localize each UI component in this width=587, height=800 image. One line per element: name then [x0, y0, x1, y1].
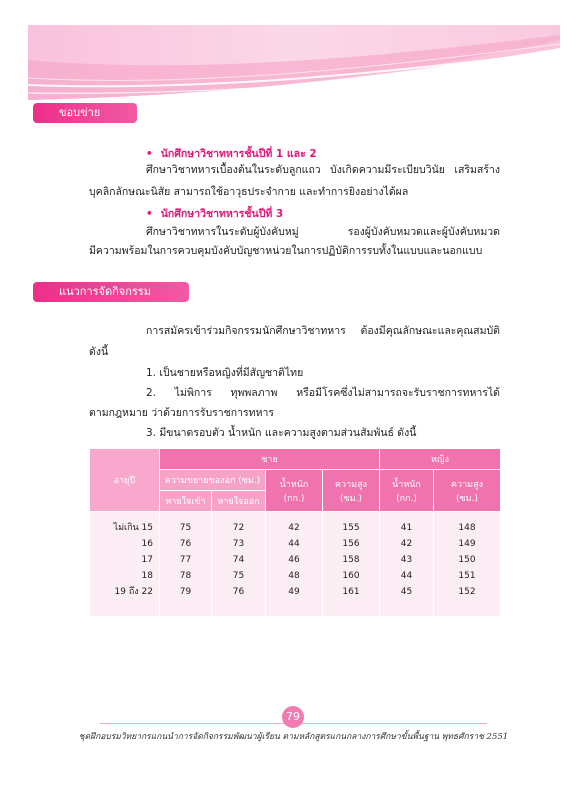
col-male-weight — [266, 512, 323, 617]
footer-caption: ชุดฝึกอบรมวิทยากรแกนนำการจัดกิจกรรมพัฒนาผู้เรียน ตามหลักสูตรแกนกลางการศึกษาขั้นพื้นฐาน พุทธศักราช 2551 — [78, 732, 509, 742]
activities-item-2-line-2: ตามกฎหมาย ว่าด้วยการรับราชการทหาร — [89, 407, 275, 419]
table-cell: 46 — [288, 555, 300, 565]
table-header-age: อายุปี — [90, 449, 160, 512]
col-male-height — [323, 512, 380, 617]
scope-bullet-1-title: นักศึกษาวิชาทหารชั้นปีที่ 1 และ 2 — [160, 148, 317, 160]
table-header-inhale: หายใจเข้า — [160, 491, 212, 512]
table-cell: 49 — [288, 587, 300, 597]
table-cell: ไม่เกิน 15 — [113, 523, 153, 533]
table-header-exhale: หายใจออก — [212, 491, 266, 512]
table-cell: 161 — [342, 587, 360, 597]
table-cell: 44 — [400, 571, 413, 581]
scope-bullet-1-line-2: บุคลิกลักษณะนิสัย สามารถใช้อาวุธประจำกาย และทำการยิงอย่างได้ผล — [89, 186, 409, 198]
activities-intro-line-2: ดังนี้ — [89, 346, 109, 358]
scope-bullet-2-line-1: ศึกษาวิชาทหารในระดับผู้บังคับหมู่ รองผู้บังคับหมวดและผู้บังคับหมวด — [146, 226, 500, 238]
scope-bullet-2-line-2: มีความพร้อมในการควบคุมบังคับบัญชาหน่วยในการปฏิบัติการรบทั้งในแบบและนอกแบบ — [89, 245, 483, 257]
table-cell: 41 — [400, 523, 413, 533]
section-tag-activities-label: แนวการจัดกิจกรรม — [59, 285, 151, 298]
height-label: ความสูง — [335, 479, 367, 490]
table-cell: 156 — [342, 539, 360, 549]
table-cell: 43 — [400, 555, 413, 565]
table-cell: 75 — [179, 523, 192, 533]
table-header-male: ชาย — [160, 449, 380, 470]
table-body-row — [90, 512, 501, 617]
table-cell: 76 — [232, 587, 245, 597]
scope-bullet-1-line-1: ศึกษาวิชาทหารเบื้องต้นในระดับลูกแถว บังเกิดความมีระเบียบวินัย เสริมสร้าง — [146, 164, 500, 176]
bullet-dot-icon: • — [146, 148, 153, 160]
col-female-height — [434, 512, 501, 617]
weight-label: น้ำหนัก — [392, 479, 421, 490]
scope-bullet-2-title: นักศึกษาวิชาทหารชั้นปีที่ 3 — [160, 208, 284, 220]
table-header-female: หญิง — [380, 449, 501, 470]
requirements-table-full — [89, 448, 501, 616]
table-cell: 155 — [342, 523, 360, 533]
section-tag-activities — [33, 282, 189, 302]
table-cell: 79 — [179, 587, 192, 597]
col-male-exhale — [212, 512, 266, 617]
table-cell: 158 — [342, 555, 360, 565]
activities-item-3: 3. มีขนาดรอบตัว น้ำหนัก และความสูงตามส่วนสัมพันธ์ ดังนี้ — [146, 427, 417, 439]
table-cell: 45 — [400, 587, 413, 597]
col-male-inhale — [160, 512, 212, 617]
table-cell: 152 — [458, 587, 476, 597]
table-cell: 19 ถึง 22 — [114, 587, 153, 597]
activities-item-2-line-1: 2. ไม่พิการ ทุพพลภาพ หรือมีโรคซึ่งไม่สามารถจะรับราชการทหารได้ — [146, 387, 500, 399]
weight-unit: (กก.) — [283, 493, 305, 504]
table-cell: 75 — [232, 571, 245, 581]
table-cell: 74 — [232, 555, 245, 565]
col-ages — [90, 512, 160, 617]
table-header-male-height — [323, 470, 380, 512]
table-cell: 48 — [288, 571, 300, 581]
table-cell: 150 — [458, 555, 476, 565]
table-cell: 73 — [232, 539, 245, 549]
col-female-weight — [380, 512, 434, 617]
scope-bullet-2 — [146, 205, 283, 222]
table-cell: 78 — [179, 571, 192, 581]
activities-intro-line-1: การสมัครเข้าร่วมกิจกรรมนักศึกษาวิชาทหาร ต้องมีคุณลักษณะและคุณสมบัติ — [146, 325, 500, 337]
table-cell: 18 — [141, 571, 153, 581]
table-header-male-weight — [266, 470, 323, 512]
table-cell: 42 — [400, 539, 413, 549]
table-cell: 149 — [458, 539, 476, 549]
weight-unit: (กก.) — [396, 493, 417, 504]
table-header-female-height — [434, 470, 501, 512]
section-tag-scope-label: ขอบข่าย — [59, 106, 101, 119]
height-unit: (ซม.) — [456, 493, 478, 504]
bullet-dot-icon: • — [146, 208, 153, 220]
height-unit: (ซม.) — [340, 493, 362, 504]
header-banner — [0, 0, 587, 110]
table-cell: 151 — [458, 571, 476, 581]
table-cell: 76 — [179, 539, 192, 549]
section-tag-scope — [33, 103, 137, 123]
page-number: 79 — [282, 706, 304, 728]
table-cell: 42 — [288, 523, 300, 533]
table-cell: 44 — [288, 539, 300, 549]
activities-item-1: 1. เป็นชายหรือหญิงที่มีสัญชาติไทย — [146, 367, 304, 379]
table-header-female-weight — [380, 470, 434, 512]
table-cell: 148 — [458, 523, 476, 533]
table-cell: 72 — [232, 523, 245, 533]
table-cell: 77 — [179, 555, 192, 565]
table-cell: 16 — [141, 539, 153, 549]
height-label: ความสูง — [451, 479, 483, 490]
table-cell: 17 — [141, 555, 153, 565]
table-cell: 160 — [342, 571, 360, 581]
weight-label: น้ำหนัก — [279, 479, 309, 490]
table-header-chest: ความขยายของอก (ซม.) — [160, 470, 266, 491]
